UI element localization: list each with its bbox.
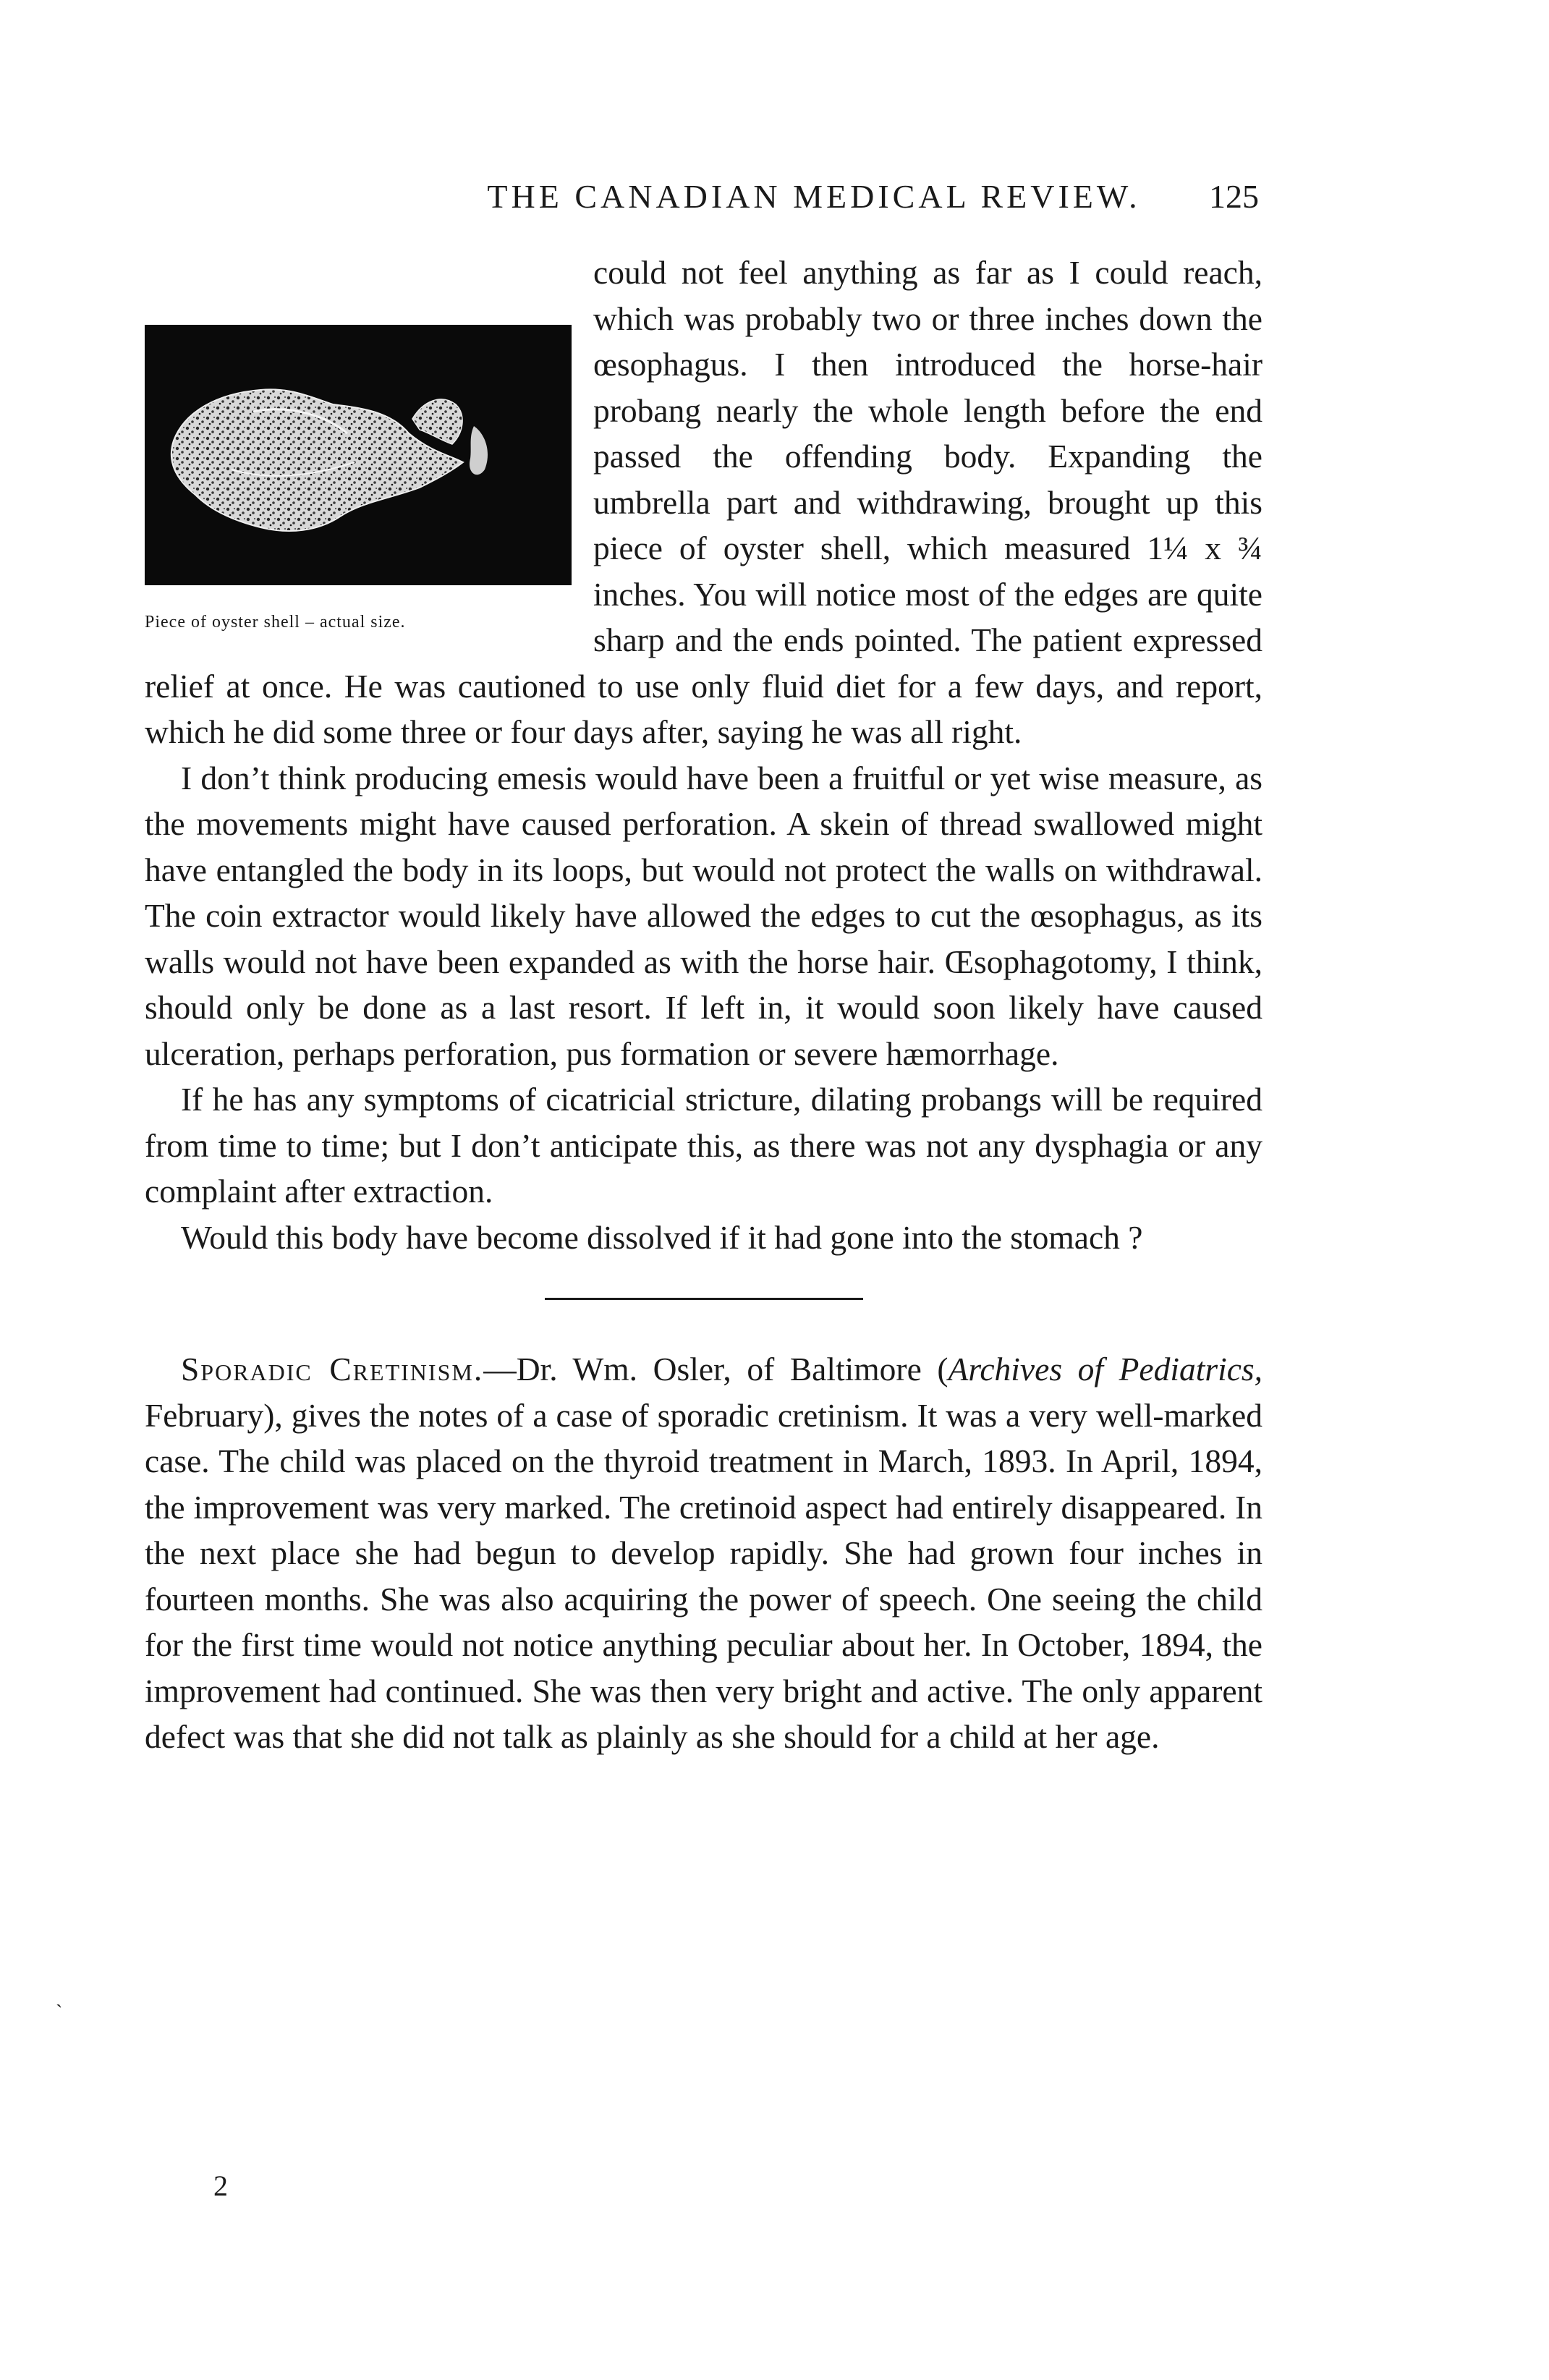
oyster-shell-image	[145, 325, 572, 585]
paragraph-1: could not feel anything as far as I could reach, which was probably two or three inches down the œsophagus. I then introduced the horse-hair probang nearly the whole length before the end passed the offending body. Expanding the umbrella part and withdrawing, brought up this piece of oyster shell, which measured 1¼ x ¾ inches. You will notice most of the edges are quite sharp and the ends pointed. The patient expressed relief at once. He was cautioned to use only fluid diet for a few days, and report, which he did some three or four days after, saying he was all right.	[145, 254, 1262, 750]
journal-title: Archives of Pediatrics,	[948, 1351, 1262, 1387]
body-text	[145, 250, 1262, 1760]
signature-mark: 2	[213, 2169, 228, 2202]
article-sporadic-cretinism	[145, 1346, 1262, 1760]
article-lead: —Dr. Wm. Osler, of Baltimore (	[483, 1351, 949, 1387]
oyster-shell-illustration	[145, 325, 572, 585]
article-body: February), gives the notes of a case of sporadic cretinism. It was a very well-marked case. The child was placed on the thyroid treatment in March, 1893. In April, 1894, the improvement was very marked. The cretinoid aspect had entirely disappeared. In the next place she had begun to develop rapidly. She had grown four inches in fourteen months. She was also acquiring the power of speech. One seeing the child for the first time would not notice anything peculiar about her. In October, 1894, the improvement had continued. She was then very bright and active. The only apparent defect was that she did not talk as plainly as she should for a child at her age.	[145, 1396, 1262, 1755]
article-heading: Sporadic Cretinism.	[181, 1351, 484, 1387]
section-divider	[545, 1298, 863, 1300]
figure	[145, 325, 579, 634]
paragraph-2: I don’t think producing emesis would have been a fruitful or yet wise measure, as the movements might have caused perforation. A skein of thread swallowed might have entangled the body in its loops, but would not protect the walls on withdrawal. The coin extractor would likely have allowed the edges to cut the œsophagus, as its walls would not have been expanded as with the horse hair. Œsophagotomy, I think, should only be done as a last resort. If left in, it would soon likely have caused ulceration, perhaps perforation, pus formation or severe hæmorrhage.	[145, 759, 1262, 1072]
page-number: 125	[1209, 178, 1259, 215]
figure-caption: Piece of oyster shell – actual size.	[145, 613, 406, 632]
running-head: THE CANADIAN MEDICAL REVIEW.	[487, 178, 1141, 215]
paragraph-3: If he has any symptoms of cicatricial stricture, dilating probangs will be required from time to time; but I don’t anticipate this, as there was not any dysphagia or any complaint after extraction.	[145, 1081, 1262, 1210]
stray-mark: ˎ	[56, 1986, 63, 2008]
paragraph-4: Would this body have become dissolved if it had gone into the stomach ?	[181, 1218, 1143, 1256]
